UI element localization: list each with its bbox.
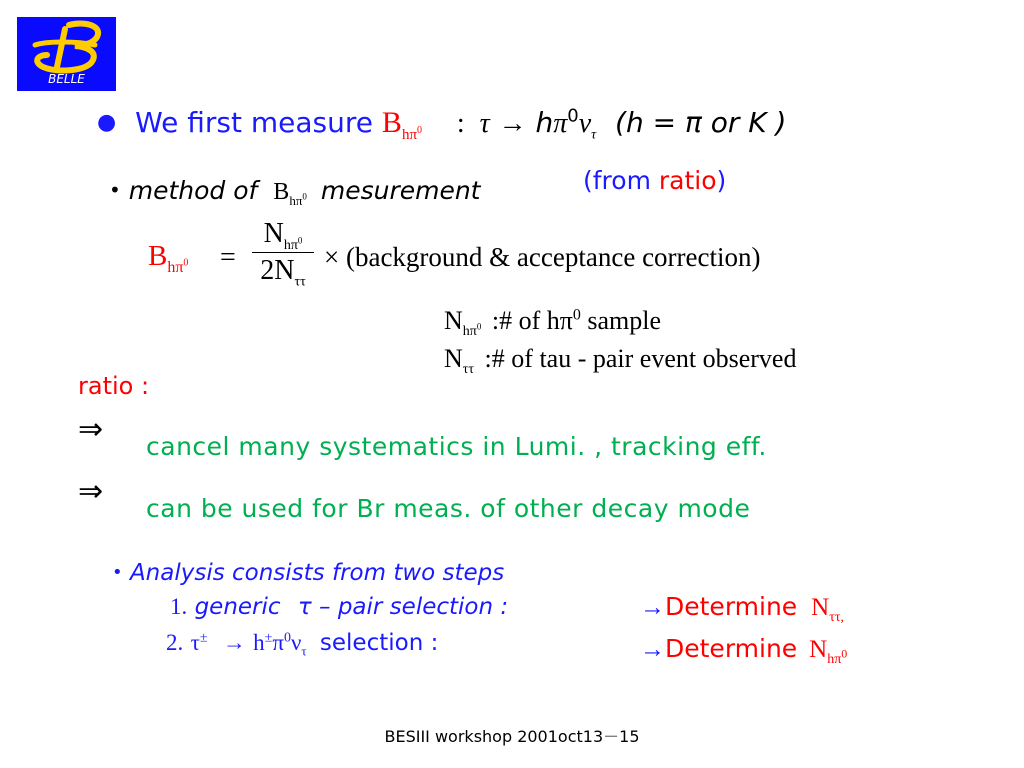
tau-symbol: τ xyxy=(479,108,490,139)
b-formula-lhs: $B_{h\pi^0}$ xyxy=(148,240,189,276)
belle-logo xyxy=(17,17,116,91)
analysis-title: • Analysis consists from two steps xyxy=(112,560,505,586)
ratio-label: ratio : xyxy=(78,372,150,400)
ratio-point-2: can be used for Br meas. of other decay mode xyxy=(146,494,751,523)
b-symbol-small: $B_{h\pi^0}$ xyxy=(273,179,307,208)
equals: = xyxy=(220,242,236,273)
footer-text: BESIII workshop 2001oct13－15 xyxy=(384,727,640,746)
bullet: ● xyxy=(97,110,117,135)
implies-icon: ⇒ xyxy=(78,413,104,446)
method-line xyxy=(109,176,481,206)
fraction: $N_{h\pi^0}$ $2N_{\tau\tau}$ xyxy=(252,218,314,287)
b-symbol: $B_{h\pi^0}$ xyxy=(381,106,423,143)
ratio-point-1: cancel many systematics in Lumi. , tracking eff. xyxy=(146,432,767,461)
method-text: method of xyxy=(128,176,258,205)
definition-nhpi: $N_{h\pi^0}$ :# of $h\pi^0$ sample xyxy=(444,306,662,340)
heading-text: We first measure xyxy=(135,106,374,139)
from-ratio: (from ratio) xyxy=(583,166,727,195)
h-symbol: h xyxy=(535,106,554,139)
mesurement-text: mesurement xyxy=(320,176,481,205)
determine-ntautau: →Determine $N_{\tau\tau,}$ xyxy=(640,592,844,625)
arrow: → xyxy=(498,108,527,139)
h-pi-or-k: (h = π or K ) xyxy=(615,106,787,139)
definition-ntautau: $N_{\tau\tau}$ :# of tau - pair event observed xyxy=(444,344,797,378)
implies-icon: ⇒ xyxy=(78,475,104,508)
analysis-step-1: 1. generic τ – pair selection : xyxy=(170,594,509,620)
determine-nhpi: →Determine $N_{h\pi^0}$ xyxy=(640,634,848,667)
logo-text: BELLE xyxy=(48,72,85,86)
colon: : xyxy=(456,108,465,139)
heading-line: ● We first measure $B_{h\pi^0}$ : $\tau \to h\pi^0\nu_\tau$ (h = π or K ) xyxy=(97,105,787,143)
correction-text: × (background & acceptance correction) xyxy=(324,242,761,272)
analysis-step-2: 2. $\tau^\pm \to h^\pm\pi^0\nu_\tau$ selection : xyxy=(166,630,439,659)
bullet: • xyxy=(109,178,121,202)
